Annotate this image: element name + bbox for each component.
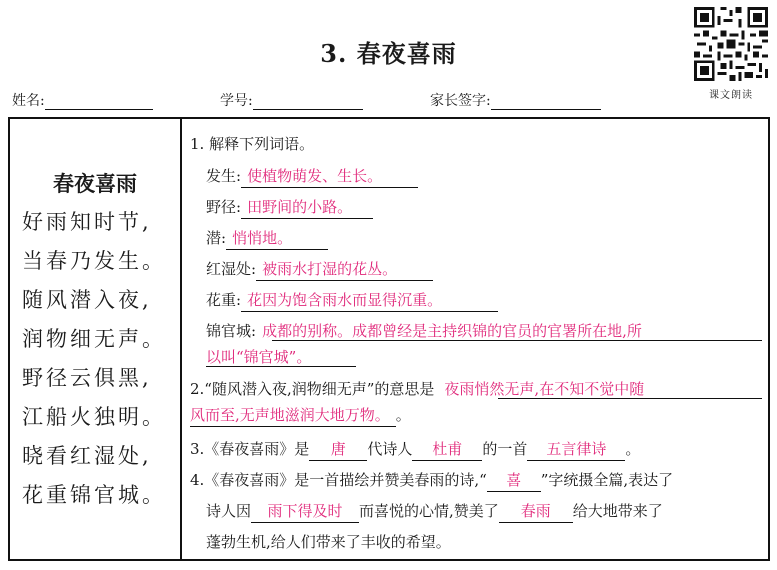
q3-text: 代诗人 — [367, 440, 413, 458]
q4-text: 4.《春夜喜雨》是一首描绘并赞美春雨的诗,“ — [190, 471, 487, 489]
q2-answer[interactable]: 夜雨悄然无声,在不知不觉中随 — [444, 380, 645, 398]
poem-line: 花重锦官城。 — [22, 483, 166, 507]
q3-end: 。 — [625, 440, 641, 458]
student-no-field[interactable] — [220, 90, 363, 110]
poem-line: 野径云俱黑, — [22, 366, 152, 390]
q4-answer-word[interactable]: 喜 — [487, 469, 541, 492]
parent-sign-label: 家长签字: — [430, 93, 491, 109]
q1-answer[interactable]: 田野间的小路。 — [241, 196, 373, 219]
q4-answer-reason[interactable]: 雨下得及时 — [251, 500, 359, 523]
poem-line: 江船火独明。 — [22, 405, 166, 429]
q1-answer[interactable]: 成都的别称。成都曾经是主持织锦的官员的官署所在地,所 — [262, 322, 642, 340]
q4-line-3: 蓬勃生机,给人们带来了丰收的希望。 — [206, 533, 451, 551]
qr-code-icon[interactable] — [694, 7, 768, 81]
answer-underline — [272, 340, 762, 341]
q2-prompt — [190, 378, 644, 399]
page-title: 3. 春夜喜雨 — [320, 39, 457, 68]
q4-text: 给大地带来了 — [572, 502, 663, 520]
column-divider — [180, 117, 182, 561]
q1-term: 野径: — [206, 198, 242, 216]
q1-term: 锦官城: — [206, 322, 257, 340]
name-field[interactable] — [12, 90, 153, 110]
q1-term: 发生: — [206, 167, 242, 185]
q3 — [190, 438, 640, 461]
q4-line-2 — [206, 500, 663, 523]
q2-answer-continued[interactable]: 风而至,无声地滋润大地万物。 — [190, 404, 396, 427]
q1-item — [206, 320, 642, 341]
name-label: 姓名: — [12, 93, 45, 109]
qr-caption: 课文朗读 — [709, 90, 753, 101]
q1-answer[interactable]: 使植物萌发、生长。 — [241, 165, 418, 188]
q1-term: 红湿处: — [206, 260, 257, 278]
parent-sign-blank[interactable] — [491, 91, 601, 110]
q1-item — [206, 196, 373, 219]
q1-answer[interactable]: 花因为饱含雨水而显得沉重。 — [241, 289, 498, 312]
q2-continued — [190, 404, 411, 427]
q4-text: 诗人因 — [206, 502, 252, 520]
q3-answer-form[interactable]: 五言律诗 — [527, 438, 625, 461]
q2-prompt-text: 2.“随风潜入夜,润物细无声”的意思是 — [190, 380, 435, 398]
q1-answer[interactable]: 悄悄地。 — [226, 227, 328, 250]
q4-text: 而喜悦的心情,赞美了 — [359, 502, 499, 520]
student-no-label: 学号: — [220, 93, 253, 109]
q1-term: 花重: — [206, 291, 242, 309]
poem-line: 晓看红湿处, — [22, 444, 152, 468]
poem-line: 随风潜入夜, — [22, 288, 152, 312]
poem-title: 春夜喜雨 — [53, 171, 137, 196]
parent-sign-field[interactable] — [430, 90, 601, 110]
q4-line-1 — [190, 469, 673, 492]
name-blank[interactable] — [45, 91, 153, 110]
q1-answer[interactable]: 被雨水打湿的花丛。 — [256, 258, 433, 281]
poem-line: 润物细无声。 — [22, 327, 166, 351]
poem-line: 当春乃发生。 — [22, 249, 166, 273]
poem-line: 好雨知时节, — [22, 210, 152, 234]
student-no-blank[interactable] — [253, 91, 363, 110]
answer-underline — [498, 398, 762, 399]
q2-end: 。 — [395, 406, 411, 424]
q1-item — [206, 258, 433, 281]
q1-answer-continued[interactable]: 以叫“锦官城”。 — [206, 348, 312, 366]
q1-term: 潜: — [206, 229, 227, 247]
q4-text: ”字统摄全篇,表达了 — [540, 471, 674, 489]
q3-answer-dynasty[interactable]: 唐 — [309, 438, 367, 461]
q3-text: 的一首 — [482, 440, 528, 458]
answer-underline — [206, 366, 356, 367]
q1-item — [206, 227, 328, 250]
q4-answer-praise[interactable]: 春雨 — [499, 500, 573, 523]
q1-prompt: 1. 解释下列词语。 — [190, 135, 315, 153]
q1-item — [206, 289, 498, 312]
q1-item — [206, 165, 418, 188]
q3-answer-poet[interactable]: 杜甫 — [412, 438, 482, 461]
q3-text: 3.《春夜喜雨》是 — [190, 440, 310, 458]
